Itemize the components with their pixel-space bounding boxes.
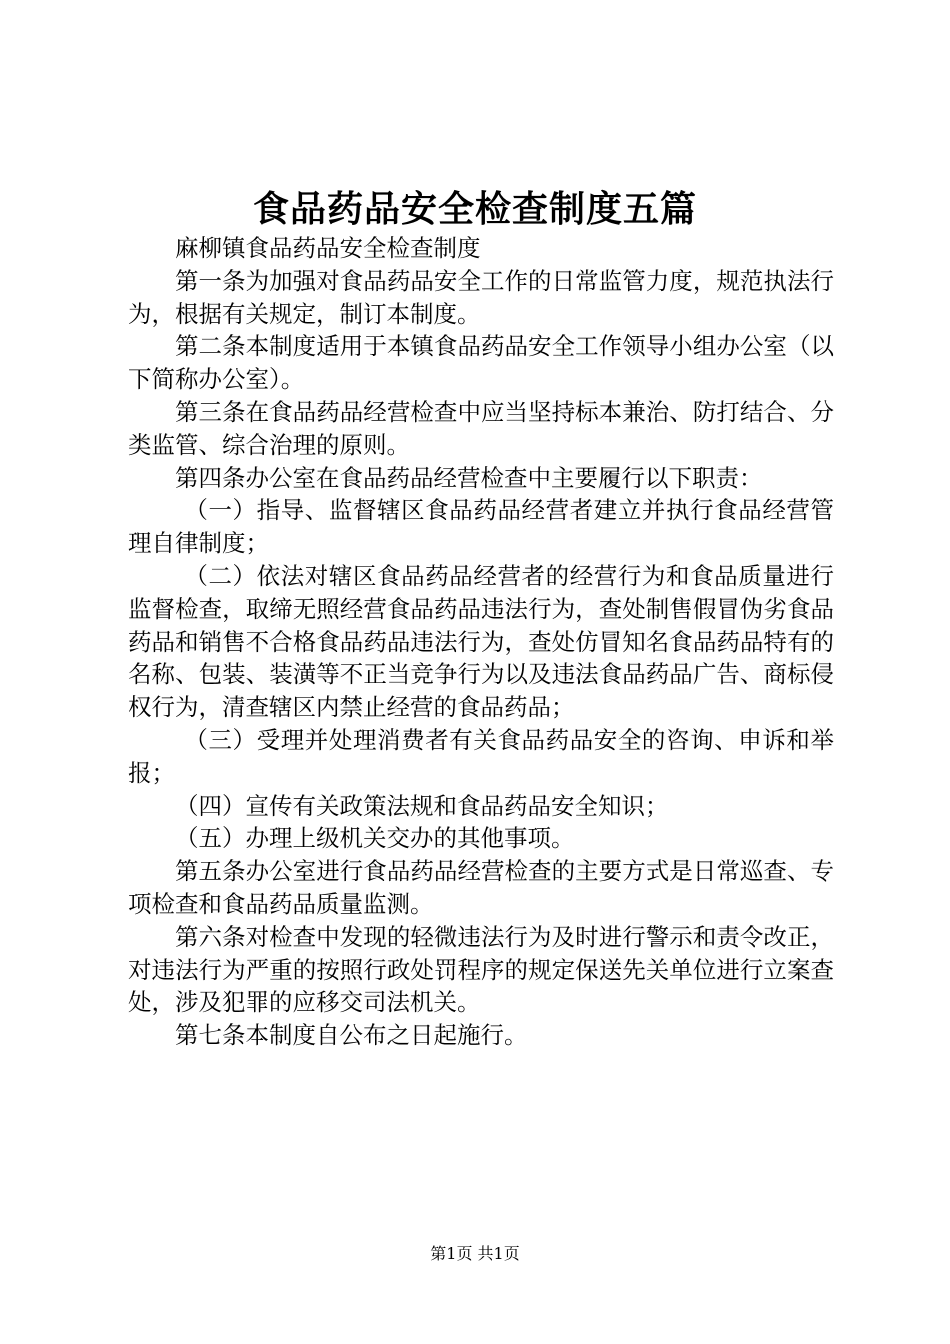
paragraph-duty-5: （五）办理上级机关交办的其他事项。 xyxy=(175,824,575,853)
paragraph-article-2: 第二条本制度适用于本镇食品药品安全工作领导小组办公室（以下简称办公室）。 xyxy=(128,332,834,394)
paragraph-duty-2: （二）依法对辖区食品药品经营者的经营行为和食品质量进行监督检查，取缔无照经营食品药品违法行为，查处制售假冒伪劣食品药品和销售不合格食品药品违法行为，查处仿冒知名食品药品特有的名称、包装、装潢等不正当竞争行为以及违法食品药品广告、商标侵权行为，清查辖区内禁止经营的食品药品； xyxy=(128,561,834,722)
document-title: 食品药品安全检查制度五篇 xyxy=(252,189,697,230)
paragraph-article-1: 第一条为加强对食品药品安全工作的日常监管力度，规范执法行为，根据有关规定，制订本制度。 xyxy=(128,266,834,328)
paragraph-duty-4: （四）宣传有关政策法规和食品药品安全知识； xyxy=(175,791,669,820)
paragraph-duty-1: （一）指导、监督辖区食品药品经营者建立并执行食品经营管理自律制度； xyxy=(128,496,834,558)
paragraph-article-7: 第七条本制度自公布之日起施行。 xyxy=(175,1021,528,1050)
paragraph-heading: 麻柳镇食品药品安全检查制度 xyxy=(175,234,481,262)
page-footer: 第1页 共1页 xyxy=(430,1244,520,1263)
paragraph-article-6: 第六条对检查中发现的轻微违法行为及时进行警示和责令改正，对违法行为严重的按照行政处罚程序的规定保送先关单位进行立案查处，涉及犯罪的应移交司法机关。 xyxy=(128,922,834,1017)
paragraph-article-5: 第五条办公室进行食品药品经营检查的主要方式是日常巡查、专项检查和食品药品质量监测。 xyxy=(128,857,834,918)
paragraph-article-4: 第四条办公室在食品药品经营检查中主要履行以下职责： xyxy=(175,463,763,492)
paragraph-duty-3: （三）受理并处理消费者有关食品药品安全的咨询、申诉和举报； xyxy=(128,725,834,787)
document-body xyxy=(128,232,834,1052)
paragraph-article-3: 第三条在食品药品经营检查中应当坚持标本兼治、防打结合、分类监管、综合治理的原则。 xyxy=(128,397,834,459)
